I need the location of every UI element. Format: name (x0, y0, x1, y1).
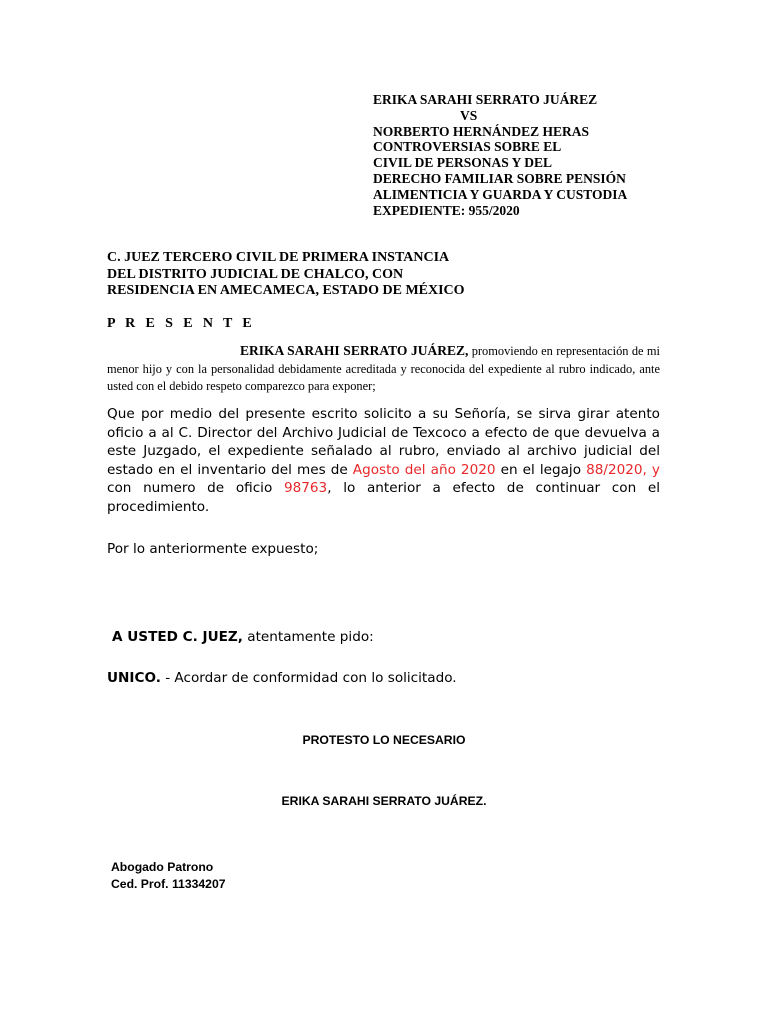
matter-line-2: CIVIL DE PERSONAS Y DEL (373, 155, 553, 171)
petition-bold: A USTED C. JUEZ, (112, 629, 243, 645)
archive-month: Agosto del año 2020 (352, 461, 496, 478)
legajo-number: 88/2020, y (586, 461, 660, 478)
plaintiff-name: ERIKA SARAHI SERRATO JUÁREZ (373, 92, 598, 107)
defendant-name: NORBERTO HERNÁNDEZ HERAS (373, 123, 590, 139)
request-paragraph (107, 405, 660, 516)
protesto-line: PROTESTO LO NECESARIO (302, 733, 466, 747)
unico-line (107, 670, 457, 686)
matter-line-1: CONTROVERSIAS SOBRE EL (373, 139, 562, 155)
petition-text: atentamente pido: (242, 629, 374, 645)
presente-heading: P R E S E N T E (107, 316, 256, 331)
addressee-line-3: RESIDENCIA EN AMECAMECA, ESTADO DE MÉXICO (107, 283, 465, 298)
intro-name: ERIKA SARAHI SERRATO JUÁREZ, (240, 343, 469, 358)
addressee-line-2: DEL DISTRITO JUDICIAL DE CHALCO, CON (107, 266, 404, 282)
versus-label: VS (460, 107, 478, 123)
case-number: EXPEDIENTE: 955/2020 (373, 202, 520, 218)
request-text-1: Que por medio del presente escrito solicito a su Señoría, se sirva girar atento oficio a al C. Director del Archivo Judicial de Texcoco a efecto de que devuelva a este Juzgado, el expediente señalado al rubro, enviado al archivo judicial del estado en el inventario del mes de (107, 406, 660, 478)
matter-line-4: ALIMENTICIA Y GUARDA Y CUSTODIA (373, 186, 628, 202)
addressee-block (107, 250, 465, 300)
attorney-cedula: Ced. Prof. 11334207 (111, 877, 226, 891)
expuesto-line: Por lo anteriormente expuesto; (107, 541, 319, 557)
matter-line-3: DERECHO FAMILIAR SOBRE PENSIÓN (373, 170, 626, 186)
request-text-4: , lo anterior a efecto de continuar con el procedimiento. (107, 480, 661, 515)
attorney-block (111, 859, 226, 893)
addressee-line-1: C. JUEZ TERCERO CIVIL DE PRIMERA INSTANCIA (107, 250, 450, 265)
unico-bold: UNICO. (107, 670, 161, 686)
oficio-number: 98763 (283, 480, 328, 496)
intro-paragraph (107, 342, 660, 396)
case-caption (373, 92, 627, 218)
unico-text: - Acordar de conformidad con lo solicitado. (160, 670, 457, 686)
intro-text: promoviendo en representación de mi menor hijo y con la personalidad debidamente acreditada y reconocida del expediente al rubro indicado, ante usted con el debido respeto comparezco para exponer; (107, 344, 660, 393)
request-text-3: con numero de oficio (107, 480, 284, 496)
request-text-2: en el legajo (495, 461, 587, 478)
petition-line (112, 629, 374, 645)
signer-name: ERIKA SARAHI SERRATO JUÁREZ. (281, 794, 487, 808)
attorney-title: Abogado Patrono (111, 860, 214, 874)
